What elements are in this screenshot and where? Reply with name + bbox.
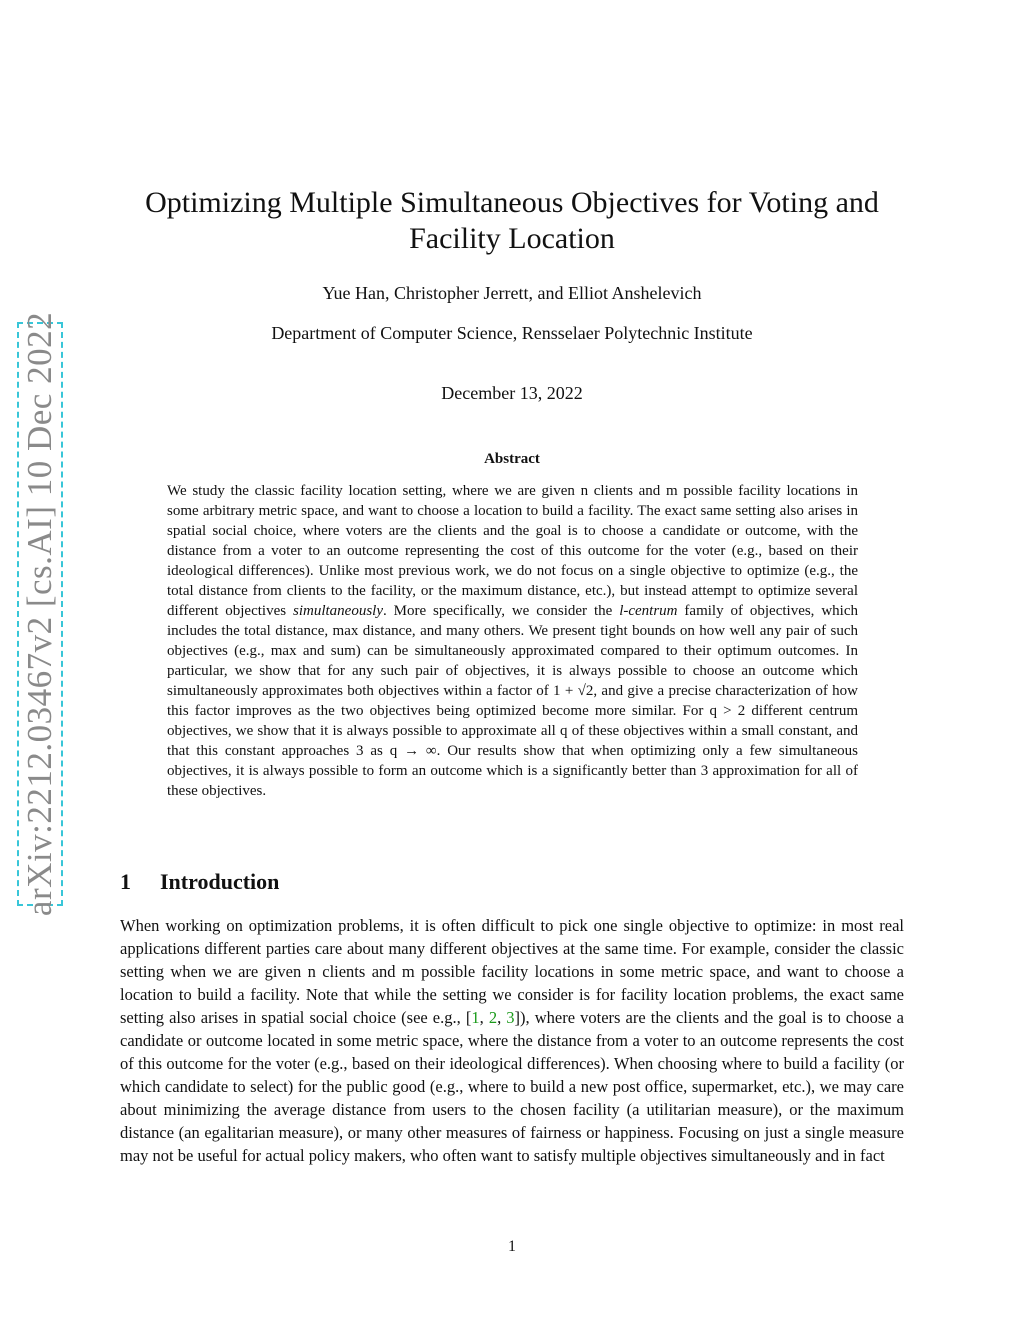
section-title: Introduction xyxy=(160,869,280,894)
abstract-emphasis-simultaneously: simultaneously xyxy=(292,603,383,619)
abstract-text-1: We study the classic facility location setting, where we are given n clients and m possible facility locations in some arbitrary metric space, and want to choose a location to build a facility. The exact same setting also arises in spatial social choice, where voters are the clients and the goal is to choose a candidate or outcome, with the distance from a voter to an outcome representing the cost of this outcome for the voter (e.g., based on their ideological differences). Unlike most previous work, we do not focus on a single objective to optimize (e.g., the total distance from clients to the facility, or the maximum distance, etc.), but instead attempt to optimize several different objectives xyxy=(167,483,858,619)
authors: Yue Han, Christopher Jerrett, and Elliot Anshelevich xyxy=(322,283,702,303)
abstract-text-2: . More specifically, we consider the xyxy=(382,603,620,619)
citation-link[interactable]: 3 xyxy=(506,1008,515,1027)
section-number: 1 xyxy=(120,869,131,894)
arxiv-id: arXiv:2212.03467v2 [cs.AI] 10 Dec 2022 xyxy=(20,311,59,917)
citation-link[interactable]: 1 xyxy=(471,1008,480,1027)
intro-text-2: ]), where voters are the clients and the goal is to choose a candidate or outcome located in some metric space, where the distance from a voter to an outcome represents the cost of this outcome for the voter (e.g., based on their ideological differences). When choosing where to build a facility (or which candidate to select) for the public good (e.g., where to build a new post office, supermarket, etc.), we may care about minimizing the average distance from users to the chosen facility (a utilitarian measure), or the maximum distance (an egalitarian measure), or many other measures of fairness or happiness. Focusing on just a single measure may not be useful for actual policy makers, who often want to satisfy multiple objectives simultaneously and in fact xyxy=(120,1008,905,1165)
affiliation: Department of Computer Science, Rensselaer Polytechnic Institute xyxy=(271,323,753,343)
paper-date: December 13, 2022 xyxy=(441,383,583,403)
citation-link[interactable]: 2 xyxy=(488,1008,498,1027)
introduction-body: When working on optimization problems, it is often difficult to pick one single objective to optimize: in most real applications different parties care about many different objectives at the same time. For example, consider the classic setting when we are given n clients and m possible facility locations in some metric space, and want to choose a location to build a facility. Note that while the setting we consider is for facility location problems, the exact same setting also arises in spatial social choice (see e.g., [1, 2, 3]), where voters are the clients and the goal is to choose a candidate or outcome located in some metric space, where the distance from a voter to an outcome represents the cost of this outcome for the voter (e.g., based on their ideological differences). When choosing where to build a facility (or which candidate to select) for the public good (e.g., where to build a new post office, supermarket, etc.), we may care about minimizing the average distance from users to the chosen facility (a utilitarian measure), or the maximum distance (an egalitarian measure), or many other measures of fairness or happiness. Focusing on just a single measure may not be useful for actual policy makers, who often want to satisfy multiple objectives simultaneously and in fact xyxy=(120,916,905,1165)
abstract-text-3: family of objectives, which includes the total distance, max distance, and many others. We present tight bounds on how well any pair of such objectives (e.g., max and sum) can be simultaneously approximated compared to their optimum outcomes. In particular, we show that for any such pair of objectives, it is always possible to choose an outcome which simultaneously approximates both objectives within a factor of 1 + √2, and give a precise characterization of how this factor improves as the two objectives being optimized become more similar. For q > 2 different centrum objectives, we show that it is always possible to approximate all q of these objectives within a small constant, and that this constant approaches 3 as q → ∞. Our results show that when optimizing only a few simultaneous objectives, it is always possible to form an outcome which is a significantly better than 3 approximation for all of these objectives. xyxy=(167,603,858,799)
section-heading xyxy=(120,869,904,895)
page-number: 1 xyxy=(508,1238,516,1255)
paper-title: Optimizing Multiple Simultaneous Objectives for Voting and Facility Location xyxy=(145,186,879,255)
abstract-body xyxy=(167,481,858,801)
abstract-heading: Abstract xyxy=(484,451,540,467)
intro-text-1: When working on optimization problems, it is often difficult to pick one single objective to optimize: in most real applications different parties care about many different objectives at the same time. For example, consider the classic setting when we are given n clients and m possible facility locations in some metric space, and want to choose a location to build a facility. Note that while the setting we consider is for facility location problems, the exact same setting also arises in spatial social choice (see e.g., [ xyxy=(120,916,904,1027)
arxiv-stamp xyxy=(17,311,63,917)
abstract-emphasis-centrum: l-centrum xyxy=(619,603,678,619)
